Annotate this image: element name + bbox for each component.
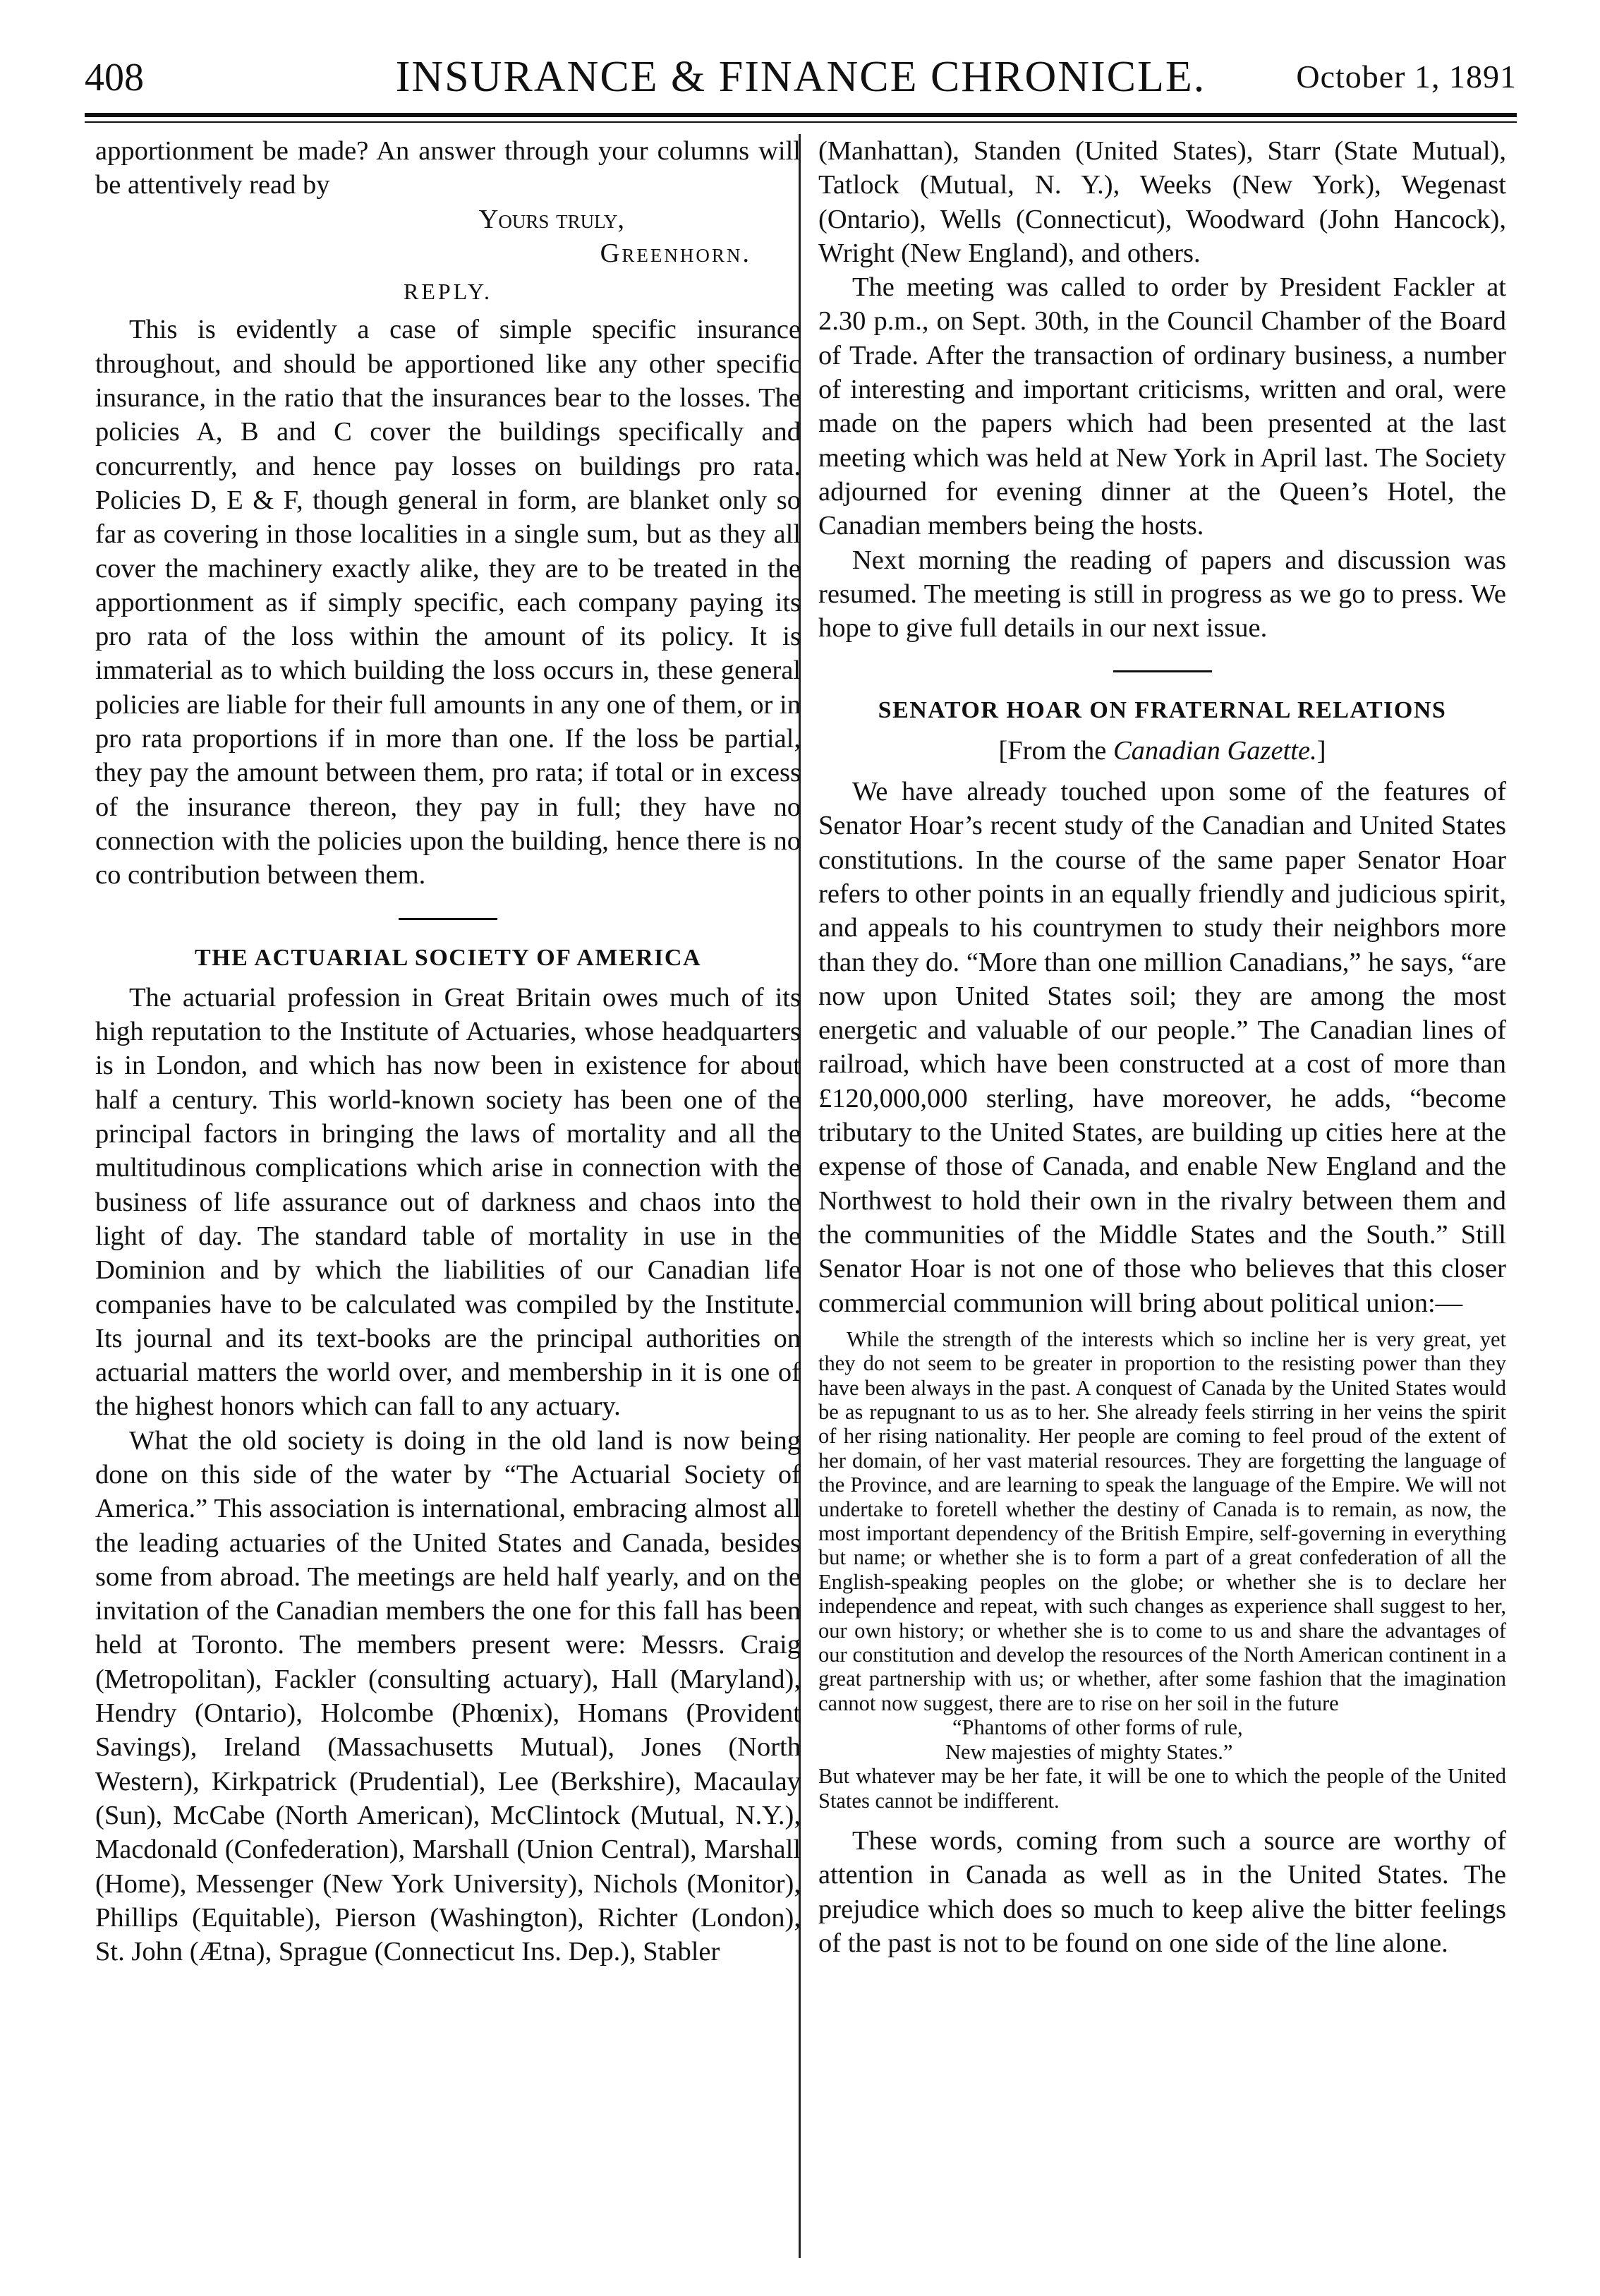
publication-title: INSURANCE & FINANCE CHRONICLE.	[395, 53, 1206, 101]
page-header	[85, 55, 1517, 111]
quote-tail: But whatever may be her fate, it will be one to which the people of the United States cannot be indifferent.	[818, 1764, 1506, 1813]
block-quote	[818, 1327, 1506, 1813]
quote-verse-line-1: “Phantoms of other forms of rule,	[952, 1715, 1243, 1740]
letter-signoff: Yours truly,	[478, 204, 624, 234]
actuarial-paragraph-4: Next morning the reading of papers and discussion was resumed. The meeting is still in progress as we go to press. We hope to give full details in our next issue.	[818, 545, 1506, 644]
source-prefix: [From the	[998, 735, 1113, 766]
hoar-paragraph-1: We have already touched upon some of the features of Senator Hoar’s recent study of the Canadian and United States constitutions. In the course of the same paper Senator Hoar refers to other points in an equally friendly and judicious spirit, and appeals to his countrymen to study their neighbors more than they do. “More than one million Canadians,” he says, “are now upon United States soil; they are among the most energetic and valuable of our people.” The Canadian lines of railroad, which have been constructed at a cost of more than £120,000,000 sterling, have moreover, he adds, “become tributary to the United States, are building up cities here at the expense of those of Canada, and enable New England and the Northwest to hold their own in the rivalry between them and the communities of the Middle States and the South.” Still Senator Hoar is not one of those who believes that this closer commercial communion will bring about political union:—	[818, 777, 1506, 1318]
section-separator	[399, 918, 497, 920]
reply-text: This is evidently a case of simple specific insurance throughout, and should be apportioned like any other specific insurance, in the ratio that the insurances bear to the losses. The policies A, B and C cover the buildings specifically and concurrently, and hence pay losses on buildings pro rata. Policies D, E & F, though general in form, are blanket only so far as covering in those localities in a single sum, but as they all cover the machinery exactly alike, they are to be treated in the apportionment as if simply specific, each company paying its pro rata of the loss within the amount of its policy. It is immaterial as to which building the loss occurs in, these general policies are liable for their full amounts in any one of them, or in pro rata proportions if in more than one. If the loss be partial, they pay the amount between them, pro rata; if total or in excess of the insurance thereon, they pay in full; they have no connection with the policies upon the building, hence there is no co contribution between them.	[95, 315, 801, 890]
page-number: 408	[85, 56, 144, 99]
right-column	[818, 134, 1506, 1960]
source-publication: Canadian Gazette.	[1113, 735, 1317, 766]
actuarial-paragraph-2-continued: (Manhattan), Standen (United States), Starr (State Mutual), Tatlock (Mutual, N. Y.), Weeks (New York), Wegenast (Ontario), Wells (Connecticut), Woodward (John Hancock), Wright (New England), and others.	[818, 136, 1506, 268]
header-rule-thick	[85, 113, 1517, 117]
quote-text: While the strength of the interests which so incline her is very great, yet they do not seem to be greater in proportion to the resisting power than they have been always in the past. A conquest of Canada by the United States would be as repugnant to us as to her. She already feels stirring in her veins the spirit of her rising nationality. Her people are coming to feel proud of the extent of her domain, of her vast material resources. They are forgetting the language of the Province, and are learning to speak the language of the Empire. We will not undertake to foretell whether the destiny of Canada is to remain, as now, the most important dependency of the British Empire, self-governing in everything but name; or whether she is to form a part of a great confederation of all the English-speaking peoples on the globe; or whether she is to declare her independence and repeat, with such changes as experience shall suggest to her, our own history; or whether she is to come to us and share the advantages of our constitution and develop the resources of the North American continent in a great partnership with us; or whether, after some fashion that the imagination cannot now suggest, there are to rise on her soil in the future	[818, 1327, 1506, 1715]
hoar-paragraph-2: These words, coming from such a source are worthy of attention in Canada as well as in the United States. The prejudice which does so much to keep alive the bitter feelings of the past is not to be found on one side of the line alone.	[818, 1825, 1506, 1958]
actuarial-paragraph-2: What the old society is doing in the old land is now being done on this side of the water by “The Actuarial Society of America.” This association is international, embracing almost all the leading actuaries of the United States and Canada, besides some from abroad. The meetings are held half yearly, and on the invitation of the Canadian members the one for this fall has been held at Toronto. The members present were: Messrs. Craig (Metropolitan), Fackler (consulting actuary), Hall (Maryland), Hendry (Ontario), Holcombe (Phœnix), Homans (Provident Savings), Ireland (Massachusetts Mutual), Jones (North Western), Kirkpatrick (Prudential), Lee (Berkshire), Macaulay (Sun), McCabe (North American), McClintock (Mutual, N.Y.), Macdonald (Confederation), Marshall (Union Central), Marshall (Home), Messenger (New York University), Nichols (Monitor), Phillips (Equitable), Pierson (Washington), Richter (London), St. John (Ætna), Sprague (Connecticut Ins. Dep.), Stabler	[95, 1425, 801, 1967]
section-separator-2	[1113, 670, 1212, 672]
left-column	[95, 134, 801, 1969]
actuarial-paragraph-1: The actuarial profession in Great Britain owes much of its high reputation to the Institute of Actuaries, whose headquarters is in London, and which has now been in existence for about half a century. This world-known society has been one of the principal factors in bringing the laws of mortality and all the multitudinous complications which arise in connection with the business of life assurance out of darkness and chaos into the light of day. The standard table of mortality in use in the Dominion and by which the liabilities of our Canadian life companies have to be calculated was compiled by the Institute. Its journal and its text-books are the principal authorities on actuarial matters the world over, and membership in it is one of the highest honors which can fall to any actuary.	[95, 982, 801, 1422]
actuarial-heading: THE ACTUARIAL SOCIETY OF AMERICA	[194, 944, 702, 971]
reply-label: REPLY.	[403, 279, 492, 305]
hoar-heading: SENATOR HOAR ON FRATERNAL RELATIONS	[878, 697, 1447, 724]
actuarial-paragraph-3: The meeting was called to order by President Fackler at 2.30 p.m., on Sept. 30th, in the Council Chamber of the Board of Trade. After the transaction of ordinary business, a number of interesting and important criticisms, written and oral, were made on the papers which had been presented at the last meeting which was held at New York in April last. The Society adjourned for evening dinner at the Queen’s Hotel, the Canadian members being the hosts.	[818, 272, 1506, 541]
issue-date: October 1, 1891	[1296, 59, 1517, 95]
header-rule-thin	[85, 121, 1517, 123]
article-source	[818, 734, 1506, 768]
source-suffix: ]	[1316, 735, 1326, 766]
quote-verse-line-2: New majesties of mighty States.”	[945, 1739, 1233, 1764]
letter-signature: Greenhorn.	[600, 238, 751, 268]
letter-closing-text: apportionment be made? An answer through your columns will be attentively read by	[95, 136, 801, 200]
